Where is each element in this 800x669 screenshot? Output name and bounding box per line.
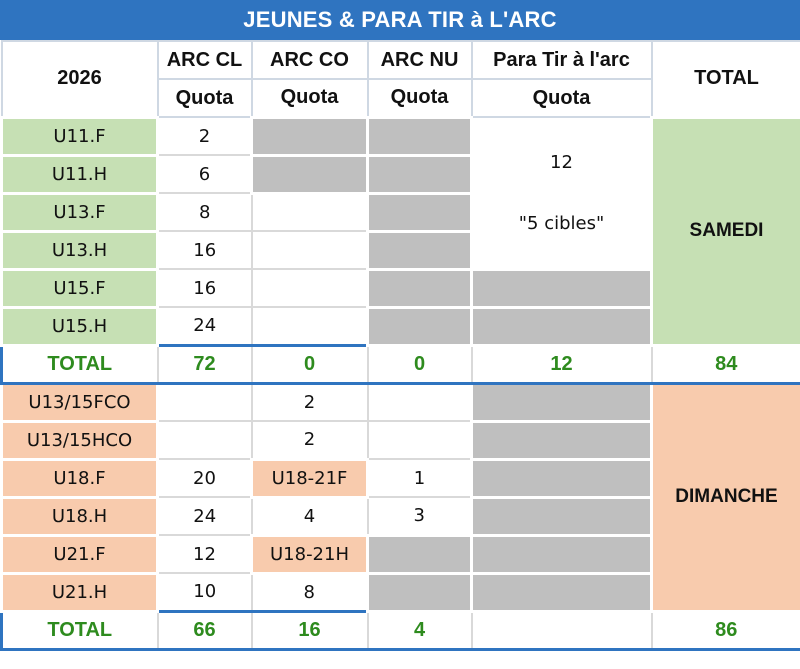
- para-value: 12: [550, 151, 573, 173]
- category-cell: U11.F: [2, 117, 158, 155]
- disabled-cell: [472, 307, 652, 345]
- disabled-cell: [472, 497, 652, 535]
- quota-header: Quota: [472, 79, 652, 117]
- total-arc-cl: 72: [158, 345, 252, 383]
- category-cell: U13/15FCO: [2, 383, 158, 421]
- arc-nu-cell: [368, 421, 472, 459]
- category-cell: U13/15HCO: [2, 421, 158, 459]
- arc-cl-cell: [158, 421, 252, 459]
- category-cell: U13.H: [2, 231, 158, 269]
- disabled-cell: [472, 421, 652, 459]
- table-row: [2, 117, 800, 155]
- category-cell: U13.F: [2, 193, 158, 231]
- disabled-cell: [252, 117, 368, 155]
- total-label: TOTAL: [2, 611, 158, 649]
- disabled-cell: [472, 573, 652, 611]
- disabled-cell: [252, 155, 368, 193]
- quota-header: Quota: [158, 79, 252, 117]
- arc-nu-cell: [368, 383, 472, 421]
- arc-cl-cell: 24: [158, 497, 252, 535]
- total-para: 12: [472, 345, 652, 383]
- arc-cl-cell: [158, 383, 252, 421]
- category-cell: U15.H: [2, 307, 158, 345]
- col-header-arc-nu: ARC NU: [368, 41, 472, 79]
- arc-co-cell: [252, 269, 368, 307]
- total-arc-nu: 0: [368, 345, 472, 383]
- col-header-arc-co: ARC CO: [252, 41, 368, 79]
- arc-co-cell: 2: [252, 421, 368, 459]
- quota-header: Quota: [368, 79, 472, 117]
- day-samedi: SAMEDI: [652, 117, 800, 345]
- sheet-title: JEUNES & PARA TIR à L'ARC: [0, 0, 800, 40]
- quota-header: Quota: [252, 79, 368, 117]
- total-sum: 84: [652, 345, 800, 383]
- disabled-cell: [368, 573, 472, 611]
- total-arc-co: 0: [252, 345, 368, 383]
- total-arc-co: 16: [252, 611, 368, 649]
- arc-cl-cell: 20: [158, 459, 252, 497]
- arc-cl-cell: 6: [158, 155, 252, 193]
- disabled-cell: [472, 269, 652, 307]
- col-header-arc-cl: ARC CL: [158, 41, 252, 79]
- day-dimanche: DIMANCHE: [652, 383, 800, 611]
- disabled-cell: [368, 155, 472, 193]
- disabled-cell: [368, 193, 472, 231]
- arc-co-cell: U18-21F: [252, 459, 368, 497]
- category-cell: U21.H: [2, 573, 158, 611]
- category-cell: U18.F: [2, 459, 158, 497]
- quota-table: [0, 40, 800, 651]
- arc-co-cell: 2: [252, 383, 368, 421]
- arc-nu-cell: 1: [368, 459, 472, 497]
- disabled-cell: [368, 231, 472, 269]
- disabled-cell: [368, 307, 472, 345]
- arc-co-cell: [252, 231, 368, 269]
- disabled-cell: [472, 383, 652, 421]
- total-row-dimanche: [2, 611, 800, 649]
- disabled-cell: [368, 117, 472, 155]
- arc-co-cell: [252, 307, 368, 345]
- total-header: TOTAL: [652, 41, 800, 117]
- arc-co-cell: 8: [252, 573, 368, 611]
- arc-nu-cell: 3: [368, 497, 472, 535]
- para-cell: [472, 117, 652, 269]
- total-sum: 86: [652, 611, 800, 649]
- disabled-cell: [368, 535, 472, 573]
- col-header-para: Para Tir à l'arc: [472, 41, 652, 79]
- arc-cl-cell: 2: [158, 117, 252, 155]
- category-cell: U21.F: [2, 535, 158, 573]
- arc-cl-cell: 8: [158, 193, 252, 231]
- arc-cl-cell: 10: [158, 573, 252, 611]
- arc-co-cell: 4: [252, 497, 368, 535]
- total-arc-cl: 66: [158, 611, 252, 649]
- category-cell: U15.F: [2, 269, 158, 307]
- year-header: 2026: [2, 41, 158, 117]
- disabled-cell: [472, 535, 652, 573]
- total-arc-nu: 4: [368, 611, 472, 649]
- total-para: [472, 611, 652, 649]
- category-cell: U11.H: [2, 155, 158, 193]
- disabled-cell: [368, 269, 472, 307]
- arc-cl-cell: 16: [158, 231, 252, 269]
- table-row: [2, 383, 800, 421]
- arc-co-cell: [252, 193, 368, 231]
- total-label: TOTAL: [2, 345, 158, 383]
- arc-cl-cell: 16: [158, 269, 252, 307]
- total-row-samedi: [2, 345, 800, 383]
- arc-co-cell: U18-21H: [252, 535, 368, 573]
- para-note: "5 cibles": [518, 212, 605, 234]
- arc-cl-cell: 12: [158, 535, 252, 573]
- category-cell: U18.H: [2, 497, 158, 535]
- arc-cl-cell: 24: [158, 307, 252, 345]
- disabled-cell: [472, 459, 652, 497]
